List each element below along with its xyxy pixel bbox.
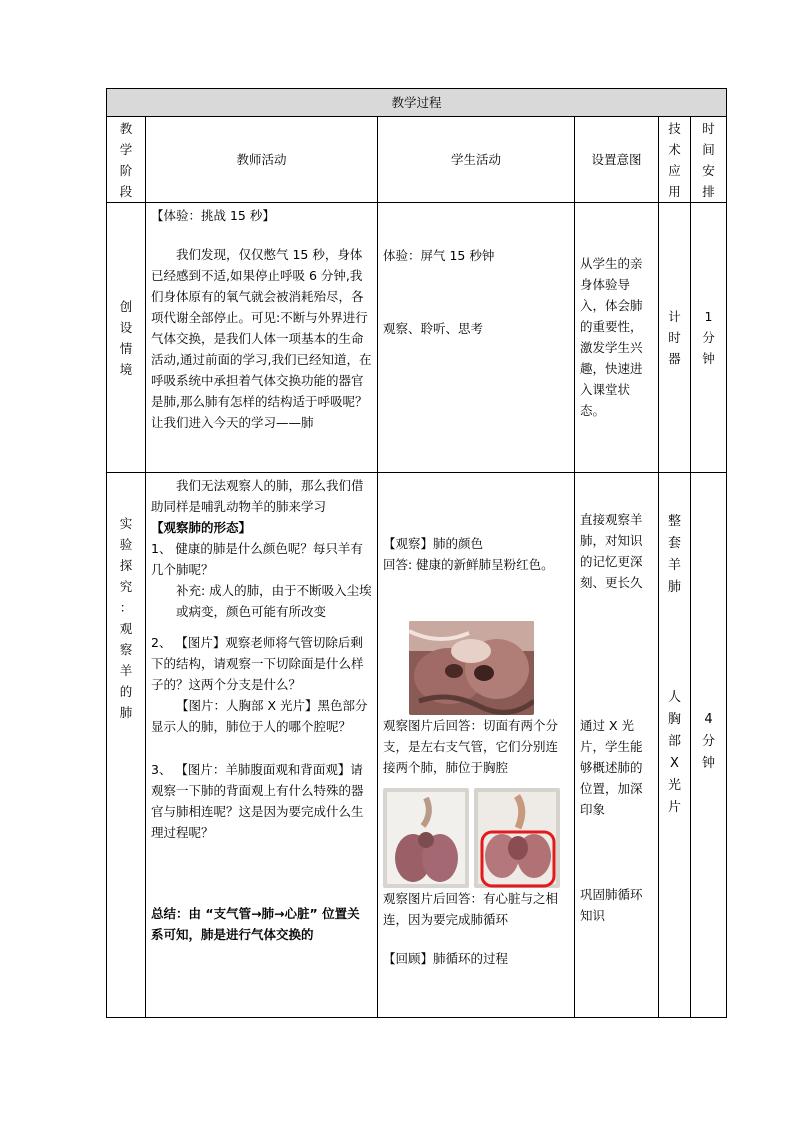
teacher-question-1: 1、 健康的肺是什么颜色呢？每只羊有几个肺呢？ [151,541,363,577]
teacher-note-1: 补充: 成人的肺，由于不断吸入尘埃或病变，颜色可能有所改变 [176,583,372,619]
header-teacher: 教师活动 [146,117,378,203]
time-2: 4 分 钟 [691,473,727,1018]
teacher-question-2: 2、 【图片】观察老师将气管切除后剩下的结构，请观察一下切除面是什么样子的？这两个分支是什么？ [151,635,364,692]
student-text-breath: 体验：屏气 15 秒钟 [383,248,495,263]
student-answer-1: 回答: 健康的新鲜肺呈粉红色。 [383,557,554,572]
student-observe-color: 【观察】肺的颜色 [383,536,484,551]
teacher-intro: 我们无法观察人的肺，那么我们借助同样是哺乳动物羊的肺来学习 [151,478,364,514]
intent-text-2c: 巩固肺循环知识 [580,887,643,923]
intent-text-2b: 通过 X 光片，学生能够概述肺的位置，加深印象 [580,718,643,817]
student-review: 【回顾】肺循环的过程 [383,951,509,966]
teacher-question-3: 3、 【图片：羊肺腹面观和背面观】请观察一下肺的背面观上有什么特殊的器官与肺相连呢？这是因为要完成什么生理过程呢？ [151,762,364,840]
teaching-process-table [106,88,727,1018]
teacher-question-2b: 【图片：人胸部 X 光片】黑色部分显示人的肺，肺位于人的哪个腔呢？ [151,698,368,734]
header-time: 时 间 安 排 [691,117,727,203]
lung-section-photo [409,621,534,715]
header-intent: 设置意图 [575,117,659,203]
stage-create-scene: 创 设 情 境 [107,203,146,473]
student-activity-1 [378,203,575,473]
table-title: 教学过程 [107,89,727,117]
teacher-summary: 总结：由 “支气管→肺→心脏” 位置关系可知，肺是进行气体交换的 [151,906,360,942]
intent-text-2a: 直接观察羊肺，对知识的记忆更深刻、更长久 [580,512,643,590]
lung-photos-row [383,788,569,888]
student-text-observe: 观察、聆听、思考 [383,321,484,336]
student-activity-2 [378,473,575,1018]
teacher-heading-observe: 【观察肺的形态】 [151,520,252,535]
teacher-activity-1 [146,203,378,473]
header-stage: 教 学 阶 段 [107,117,146,203]
lung-dorsal-photo [474,788,560,888]
teacher-heading-experience: 【体验：挑战 15 秒】 [151,208,275,223]
header-tech: 技 术 应 用 [659,117,691,203]
lung-ventral-photo [383,788,469,888]
tech-timer: 计 时 器 [659,203,691,473]
header-student: 学生活动 [378,117,575,203]
intent-text-1: 从学生的亲身体验导入，体会肺的重要性，激发学生兴趣，快速进入课堂状态。 [580,256,643,418]
student-answer-3: 观察图片后回答：有心脏与之相连，因为要完成肺循环 [383,891,559,927]
tech-2: 整 套 羊 肺 人 胸 部 X 光 片 [659,473,691,1018]
time-1: 1 分 钟 [691,203,727,473]
stage-experiment: 实 验 探 究 ： 观 察 羊 的 肺 [107,473,146,1018]
intent-2 [575,473,659,1018]
intent-1 [575,203,659,473]
teacher-activity-2 [146,473,378,1018]
teacher-text-experience: 我们发现，仅仅憋气 15 秒，身体已经感到不适,如果停止呼吸 6 分钟,我们身体原有的氧气就会被消耗殆尽，各项代谢全部停止。可见:不断与外界进行气体交换，是我们人体一项基本的生命活动,通过前面的学习,我们已经知道，在呼吸系统中承担着气体交换功能的器官是肺,那么肺有怎样的结构适于呼吸呢？让我们进入今天的学习——肺 [151,247,372,430]
student-answer-2: 观察图片后回答：切面有两个分支，是左右支气管，它们分别连接两个肺，肺位于胸腔 [383,718,559,775]
